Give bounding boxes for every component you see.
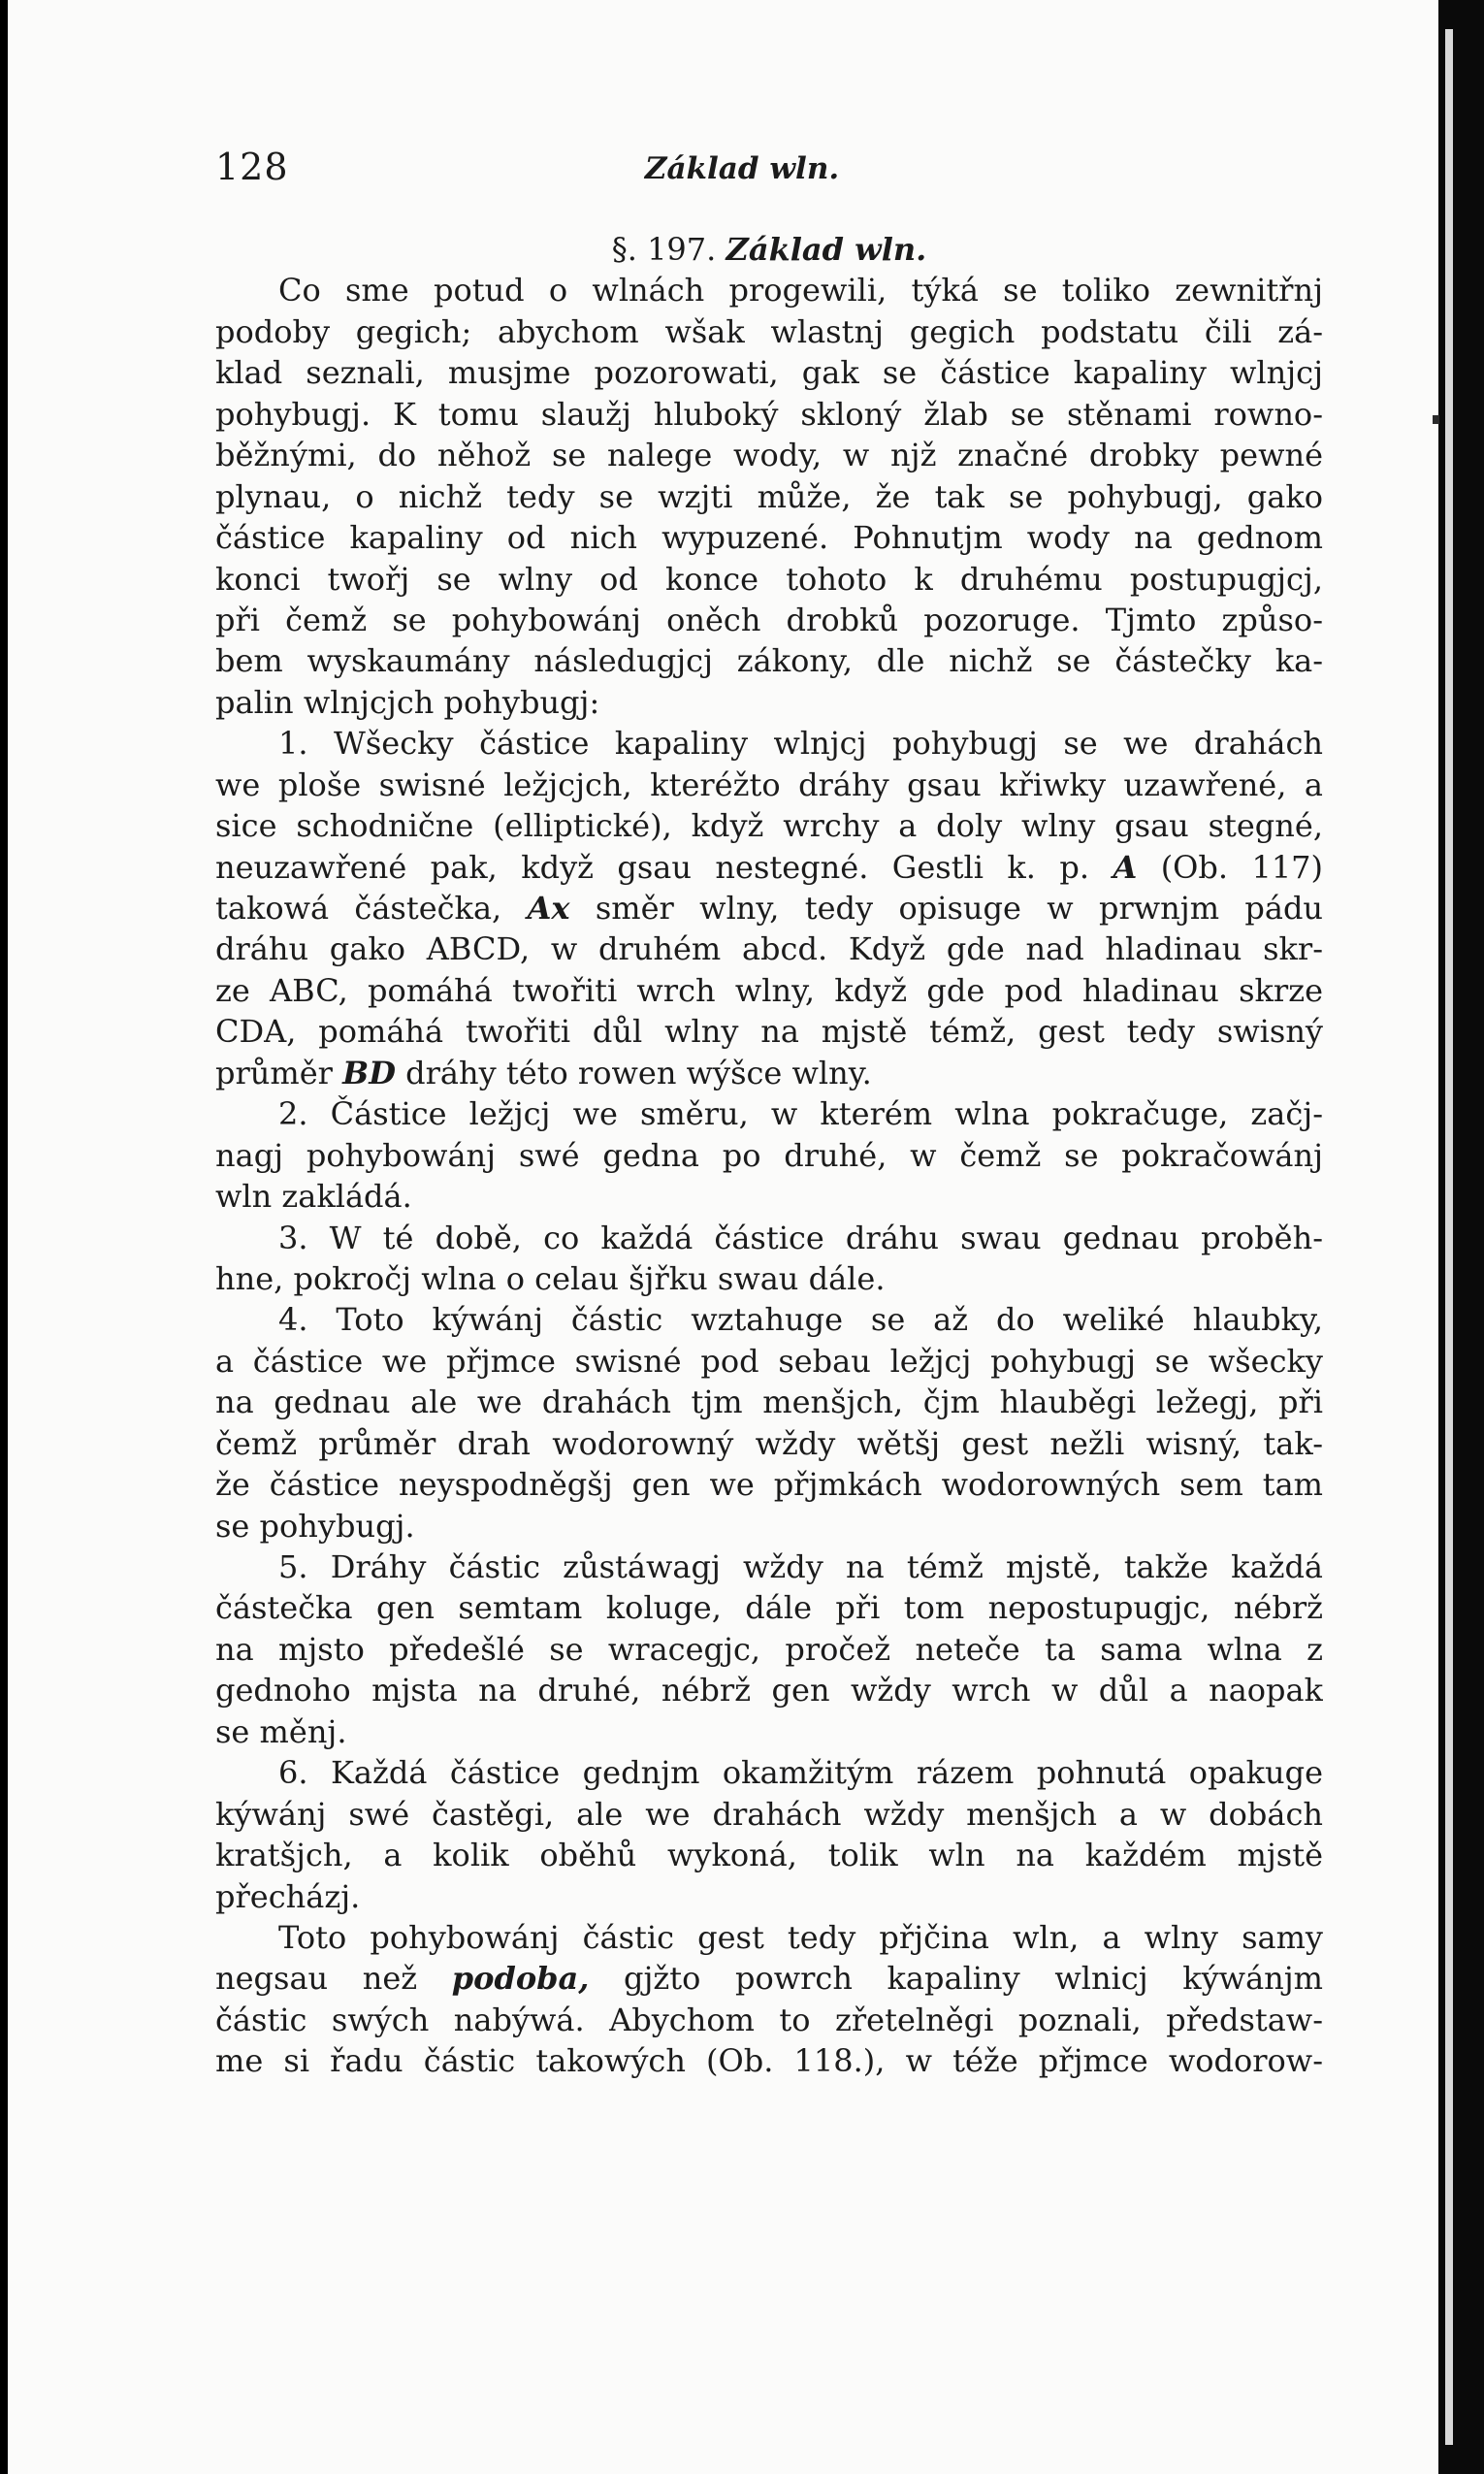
list-item-line: gednoho mjsta na druhé, nébrž gen wždy wrch w důl a naopak	[215, 1672, 1323, 1709]
paragraph-line: palin wlnjcjch pohybugj:	[215, 683, 600, 721]
paragraph-line: bem wyskaumány následugjcj zákony, dle nichž se částečky ka-	[215, 642, 1323, 680]
list-item-line: kratšjch, a kolik oběhů wykoná, tolik wln na každém mjstě	[215, 1837, 1323, 1874]
list-item-line: na gednau ale we drahách tjm menšjch, čjm hlauběgi ležegj, při	[215, 1383, 1323, 1421]
section-heading	[215, 229, 1323, 270]
figure-reference: (Ob. 117)	[1160, 848, 1323, 886]
list-item-line: hne, pokročj wlna o celau šjřku swau dále.	[215, 1259, 886, 1297]
paragraph-line: podoby gegich; abychom wšak wlastnj gegich podstatu čili zá-	[215, 312, 1323, 350]
list-item-line: sice schodnične (elliptické), když wrchy a doly wlny gsau stegné,	[215, 807, 1323, 845]
margin-mark	[1433, 415, 1439, 424]
paragraph-line: pohybugj. K tomu slaužj hluboký skloný žlab se stěnami rowno-	[215, 395, 1323, 433]
list-item-line: čemž průměr drah wodorowný wždy wětšj gest nežli wisný, tak-	[215, 1424, 1323, 1462]
section-number: §. 197.	[611, 231, 717, 268]
list-item-line: 2. Částice ležjcj we směru, w kterém wlna pokračuge, začj-	[278, 1095, 1323, 1133]
list-item-line: we ploše swisné ležjcjch, kteréžto dráhy gsau křiwky uzawřené, a	[215, 765, 1323, 803]
page-edge-strip	[1445, 29, 1453, 2445]
list-item-line: takowá částečka, Ax směr wlny, tedy opisuge w prwnjm pádu	[215, 890, 1323, 927]
paragraph-line: klad seznali, musjme pozorowati, gak se částice kapaliny wlnjcj	[215, 354, 1323, 392]
list-item-line: dráhu gako ABCD, w druhém abcd. Když gde nad hladinau skr-	[215, 930, 1323, 968]
list-item-line: částečka gen semtam koluge, dále při tom nepostupugjc, nébrž	[215, 1589, 1323, 1627]
list-item-line: 5. Dráhy částic zůstáwagj wždy na témž mjstě, takže každá	[278, 1548, 1323, 1585]
paragraph-line: me si řadu částic takowých (Ob. 118.), w téže přjmce wodorow-	[215, 2042, 1323, 2080]
list-item-line: CDA, pomáhá twořiti důl wlny na mjstě témž, gest tedy swisný	[215, 1013, 1323, 1051]
page-number: 128	[215, 146, 289, 188]
paragraph-line: negsau než podoba, gjžto powrch kapaliny wlnicj kýwánjm	[215, 1960, 1323, 1998]
paragraph-line: při čemž se pohybowánj oněch drobků pozoruge. Tjmto způso-	[215, 601, 1323, 638]
list-item-line: neuzawřené pak, když gsau nestegné. Gestli k. p. A (Ob. 117)	[215, 848, 1323, 886]
paragraph-line: částice kapaliny od nich wypuzené. Pohnutjm wody na gednom	[215, 519, 1323, 557]
paragraph-line: Toto pohybowánj částic gest tedy přjčina wln, a wlny samy	[278, 1918, 1323, 1956]
figure-label: BD	[342, 1054, 396, 1091]
list-item-line: 4. Toto kýwánj částic wztahuge se až do weliké hlaubky,	[278, 1301, 1323, 1339]
list-item-line: 1. Wšecky částice kapaliny wlnjcj pohybugj se we drahách	[278, 725, 1323, 763]
list-item-line: 3. W té době, co každá částice dráhu swau gednau proběh-	[278, 1219, 1323, 1256]
paragraph-line: konci twořj se wlny od konce tohoto k druhému postupugjcj,	[215, 560, 1323, 598]
list-item-line: že částice neyspodněgšj gen we přjmkách wodorowných sem tam	[215, 1466, 1323, 1504]
list-item-line: a částice we přjmce swisné pod sebau ležjcj pohybugj se wšecky	[215, 1342, 1323, 1380]
figure-label: A	[1113, 848, 1138, 886]
list-item-line: kýwánj swé častěgi, ale we drahách wždy menšjch a w dobách	[215, 1795, 1323, 1833]
paragraph-line: běžnými, do něhož se nalege wody, w njž značné drobky pewné	[215, 437, 1323, 474]
list-item-line: přecházj.	[215, 1877, 361, 1915]
running-head: Základ wln.	[644, 151, 840, 186]
list-item-line: se měnj.	[215, 1712, 347, 1750]
list-item-line: ze ABC, pomáhá twořiti wrch wlny, když gde pod hladinau skrze	[215, 971, 1323, 1009]
list-item-line: wln zakládá.	[215, 1178, 412, 1216]
list-item-line: nagj pohybowánj swé gedna po druhé, w čemž se pokračowánj	[215, 1136, 1323, 1174]
figure-label: Ax	[527, 890, 570, 927]
paragraph-line: částic swých nabýwá. Abychom to zřetelněgi poznali, předstaw-	[215, 2001, 1323, 2038]
list-item-line: průměr BD dráhy této rowen wýšce wlny.	[215, 1054, 872, 1091]
emphasis-word: podoba,	[451, 1960, 590, 1998]
section-title: Základ wln.	[726, 231, 927, 268]
body-text	[215, 229, 1323, 2082]
paragraph-line: plynau, o nichž tedy se wzjti může, že tak se pohybugj, gako	[215, 477, 1323, 515]
paragraph-line: Co sme potud o wlnách progewili, týká se toliko zewnitřnj	[278, 272, 1323, 309]
list-item-line: na mjsto předešlé se wracegjc, pročež neteče ta sama wlna z	[215, 1630, 1323, 1668]
list-item-line: 6. Každá částice gednjm okamžitým rázem pohnutá opakuge	[278, 1754, 1323, 1792]
list-item-line: se pohybugj.	[215, 1507, 415, 1545]
